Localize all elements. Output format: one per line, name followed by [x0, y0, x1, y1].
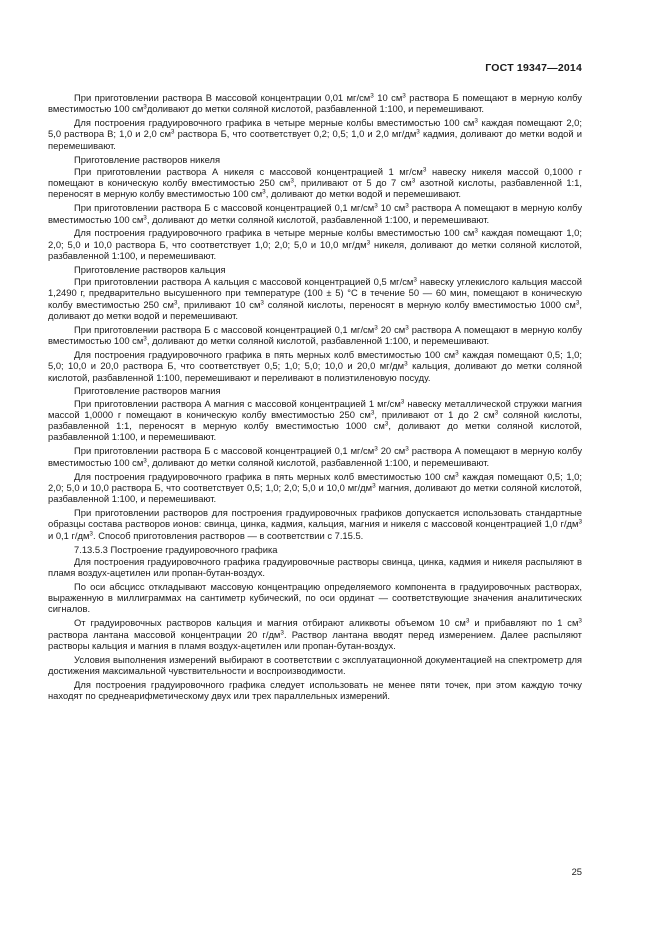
body-paragraph: Для построения градуировочного графика в пять мерных колб вместимостью 100 $см^3$ каждая помещают 0,5; 1,0; 5,0; 10,0 и 20,0 раствора Б, что соответствует 0,5; 1,0; 5,0; 10,0 и 20,0 $мг/дм^3$ кальция, доливают до метки соляной кислотой, разбавленной 1:100, перемешивают и переливают в полиэтиленовую посуду. — [48, 348, 582, 383]
body-paragraph: При приготовлении раствора Б с массовой концентрацией 0,1 $мг/см^3$ 20 $см^3$ раствора А помещают в мерную колбу вместимостью 100 $см^3$, доливают до метки соляной кислотой, разбавленной 1:100, и перемешивают. — [48, 323, 583, 347]
body-paragraph: Для построения градуировочного графика в четыре мерные колбы вместимостью 100 $см^3$ каждая помещают 2,0; 5,0 раствора В; 1,0 и 2,0 $см^3$ раствора Б, что соответствует 0,2; 0,5; 1,0 и 2,0 $мг/дм^3$ кадмия, доливают до метки водой и перемешивают. — [48, 117, 582, 151]
body-paragraph: По оси абсцисс откладывают массовую концентрацию определяемого компонента в градуировочных растворах, выраженную в миллиграммах на сантиметр кубический, по оси ординат — соответствующие значения аналитических сигналов. — [48, 580, 582, 615]
unit-exponent: 3 — [405, 324, 409, 332]
body-paragraph: При приготовлении раствора А магния с массовой концентрацией 1 $мг/см^3$ навеску металлической стружки магния массой 1,0000 г помещают в коническую колбу вместимостью 250 $см^3$, приливают от 1 до 2 $см^3$ соляной кислоты, разбавленной 1:1, переносят в мерную колбу вместимостью 1000 $см^3$, доливают до метки соляной кислотой, разбавленной 1:100, и перемешивают. — [48, 397, 582, 443]
unit-exponent: 3 — [416, 128, 420, 136]
unit-exponent: 3 — [494, 409, 499, 417]
body-paragraph: Для построения градуировочного графика в четыре мерные колбы вместимостью 100 $см^3$ каждая помещают 1,0; 2,0; 5,0 и 10,0 раствора Б, что соответствует 1,0; 2,0; 5,0 и 10,0 $мг/дм^3$ никеля, доливают до метки соляной кислотой, разбавленной 1:100, и перемешивают. — [48, 227, 582, 262]
unit-exponent: 3 — [173, 299, 178, 307]
unit-exponent: 3 — [422, 166, 427, 174]
unit-exponent: 3 — [402, 92, 406, 100]
body-paragraph: Для построения градуировочного графика следует использовать не менее пяти точек, при этом каждую точку находят по среднеарифметическому двух или трех параллельных измерений. — [48, 678, 582, 702]
section-heading-7-13-5-3: 7.13.5.3 Построение градуировочного графика — [74, 543, 278, 555]
body-paragraph: При приготовлении раствора А кальция с массовой концентрацией 0,5 $мг/см^3$ навеску углекислого кальция массой 1,2490 г, предварительно высушенного при температуре (100 ± 5) °С в течение 50 — 60 мин, помещают в коническую колбу вместимостью 250 $см^3$, приливают 10 $см^3$ соляной кислоты, переносят в мерную колбу вместимостью 1000 $см^3$, доливают до метки водой и перемешивают. — [48, 276, 582, 321]
unit-exponent: 3 — [578, 518, 582, 526]
unit-exponent: 3 — [575, 299, 580, 307]
unit-exponent: 3 — [370, 92, 374, 100]
document-id-header: ГОСТ 19347—2014 — [485, 62, 582, 74]
unit-exponent: 3 — [374, 202, 378, 210]
unit-exponent: 3 — [405, 202, 409, 210]
unit-exponent: 3 — [405, 445, 409, 453]
unit-exponent: 3 — [384, 420, 389, 428]
body-paragraph: Для построения градуировочного графика градуировочные растворы свинца, цинка, кадмия и никеля распыляют в пламя воздух-ацетилен или пропан-бутан-воздух. — [48, 555, 582, 578]
unit-exponent: 3 — [374, 324, 378, 332]
section-subheading-nickel: Приготовление растворов никеля — [74, 153, 221, 165]
body-paragraph: При приготовлении растворов для построения градуировочных графиков допускается использовать стандартные образцы состава растворов ионов: свинца, цинка, кадмия, кальция, магния и никеля с массовой концентрацией 1,0 $г/дм^3$ и 0,1 $г/дм^3$. Способ приготовления растворов — в соответствии с 7.15.5. — [48, 507, 582, 541]
body-paragraph: При приготовлении раствора Б с массовой концентрацией 0,1 $мг/см^3$ 10 $см^3$ раствора А помещают в мерную колбу вместимостью 100 $см^3$, доливают до метки соляной кислотой, разбавленной 1:100, и перемешивают. — [48, 202, 583, 225]
body-paragraph: При приготовлении раствора А никеля с массовой концентрацией 1 $мг/см^3$ навеску никеля массой 0,1000 г помещают в коническую колбу вместимостью 250 $см^3$, приливают от 5 до 7 $см^3$ азотной кислоты, разбавленной 1:1, переносят в мерную колбу вместимостью 100 $см^3$, доливают до метки водой и перемешивают. — [48, 165, 582, 200]
unit-exponent: 3 — [89, 530, 93, 538]
unit-exponent: 3 — [370, 409, 375, 417]
unit-exponent: 3 — [260, 299, 264, 307]
body-paragraph: При приготовлении раствора Б с массовой концентрацией 0,1 $мг/см^3$ 20 $см^3$ раствора А помещают в мерную колбу вместимостью 100 $см^3$, доливают до метки соляной кислотой, разбавленной 1:100, и перемешивают. — [48, 445, 583, 468]
unit-exponent: 3 — [474, 117, 478, 125]
section-subheading-calcium: Приготовление растворов кальция — [74, 263, 226, 275]
unit-exponent: 3 — [280, 629, 284, 637]
unit-exponent: 3 — [170, 128, 175, 136]
document-body — [48, 92, 582, 704]
unit-exponent: 3 — [411, 177, 416, 185]
body-paragraph: При приготовлении раствора В массовой концентрации 0,01 $мг/см^3$ 10 $см^3$ раствора Б помещают в мерную колбу вместимостью 100 $см^3доливают$ до метки соляной кислотой, разбавленной 1:100, и перемешивают. — [48, 92, 582, 115]
unit-exponent: 3 — [455, 471, 459, 479]
unit-exponent: 3 — [290, 177, 294, 185]
unit-exponent: 3 — [413, 276, 417, 284]
unit-exponent: 3 — [143, 457, 147, 465]
unit-exponent: 3 — [262, 188, 266, 196]
body-paragraph: Условия выполнения измерений выбирают в соответствии с эксплуатационной документацией на спектрометр для достижения максимальной чувствительности и воспроизводимости. — [48, 653, 582, 677]
unit-exponent: 3 — [366, 239, 371, 247]
unit-exponent: 3 — [143, 214, 147, 222]
unit-exponent: 3 — [400, 398, 405, 406]
unit-exponent: 3 — [143, 103, 147, 111]
section-subheading-magnesium: Приготовление растворов магния — [74, 385, 221, 397]
unit-exponent: 3 — [455, 349, 459, 357]
unit-exponent: 3 — [465, 617, 470, 625]
body-paragraph: От градуировочных растворов кальция и магния отбирают аликвоты объемом 10 $см^3$ и прибавляют по 1 $см^3$ раствора лантана массовой концентрации 20 $г/дм^3$. Раствор лантана вводят перед измерением. Далее распыляют растворы кальция и магния в пламя воздух-ацетилен или пропан-бутан-воздух. — [48, 617, 582, 651]
unit-exponent: 3 — [578, 617, 582, 625]
unit-exponent: 3 — [372, 482, 376, 490]
unit-exponent: 3 — [143, 335, 147, 343]
page-number: 25 — [571, 866, 582, 877]
body-paragraph: Для построения градуировочного графика в пять мерных колб вместимостью 100 $см^3$ каждая помещают 0,5; 1,0; 2,0; 5,0 и 10,0 раствора Б, что соответствует 0,5; 1,0; 2,0; 5,0 и 10,0 $мг/дм^3$ магния, доливают до метки соляной кислотой, разбавленной 1:100, и перемешивают. — [48, 470, 583, 505]
unit-exponent: 3 — [374, 445, 378, 453]
unit-exponent: 3 — [474, 227, 478, 235]
unit-exponent: 3 — [404, 360, 408, 368]
